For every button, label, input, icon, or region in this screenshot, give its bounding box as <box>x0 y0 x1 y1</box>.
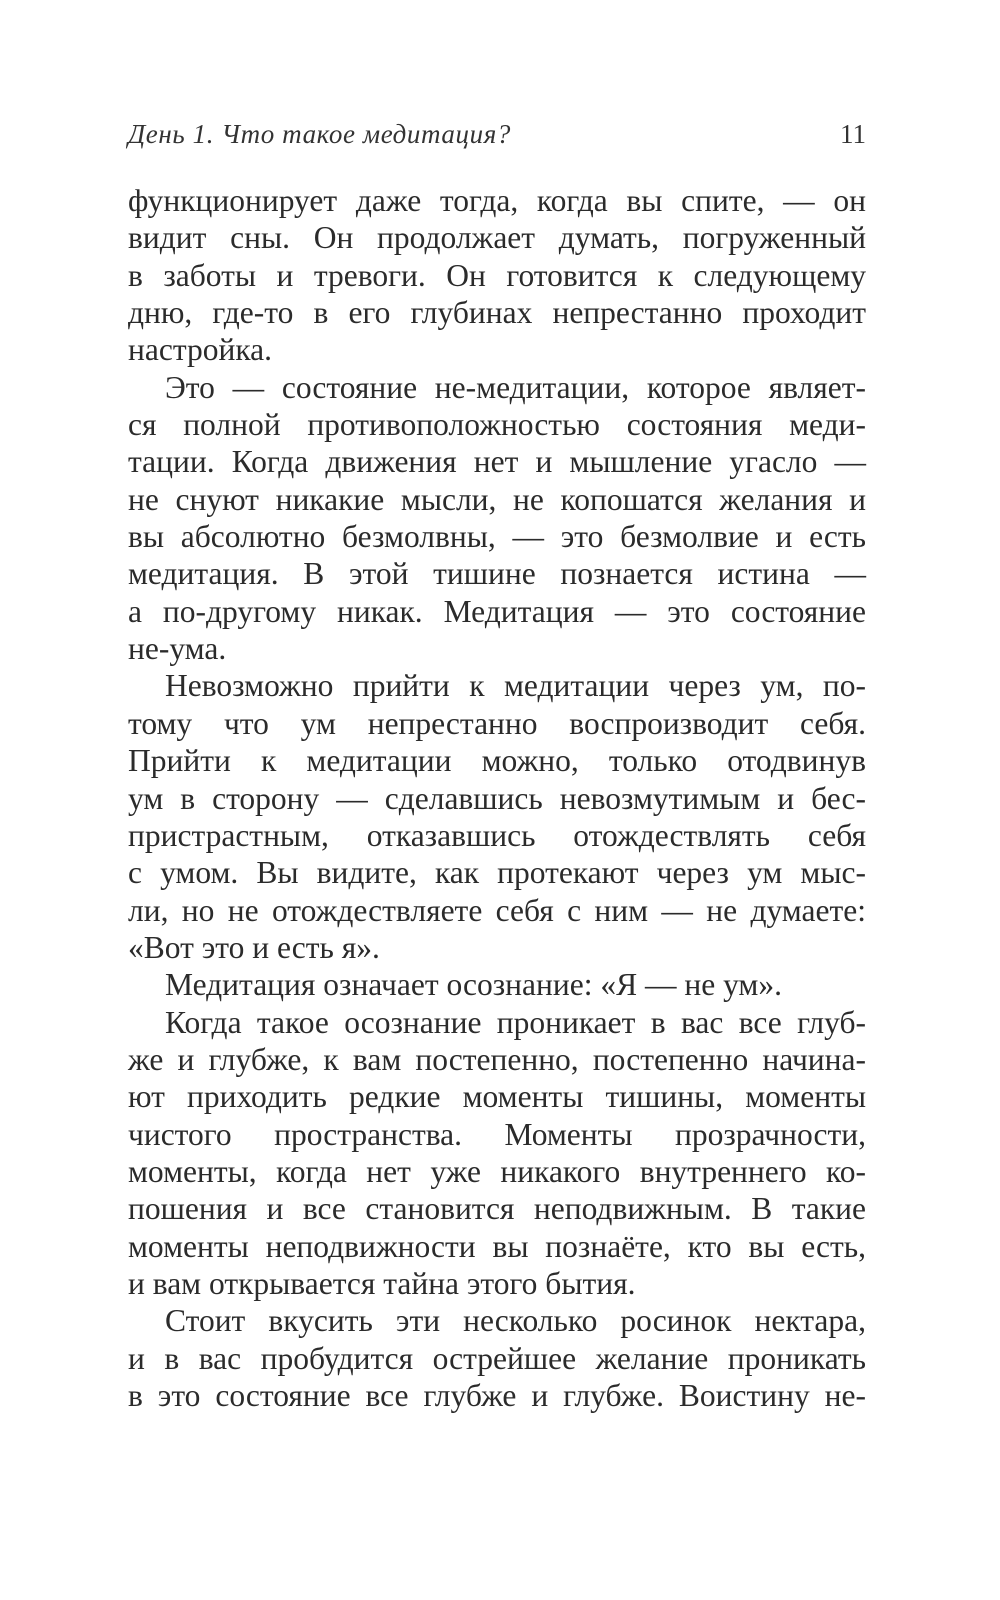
text-line: и в вас пробудится острейшее желание проникать <box>128 1340 866 1376</box>
text-line: не снуют никакие мысли, не копошатся желания и <box>128 481 866 517</box>
body-text <box>128 182 866 1414</box>
text-line: пошения и все становится неподвижным. В такие <box>128 1191 866 1227</box>
chapter-title: День 1. Что такое медитация? <box>128 119 511 149</box>
text-line: «Вот это и есть я». <box>128 929 380 965</box>
text-line: Это — состояние не-медитации, которое являет- <box>165 369 866 405</box>
text-line: Медитация означает осознание: «Я — не ум». <box>165 967 782 1003</box>
text-line: и вам открывается тайна этого бытия. <box>128 1265 636 1301</box>
text-line: дню, где-то в его глубинах непрестанно проходит <box>128 295 866 331</box>
text-line: видит сны. Он продолжает думать, погруженный <box>128 220 866 256</box>
text-line: ся полной противоположностью состояния меди- <box>128 407 866 443</box>
text-line: Когда такое осознание проникает в вас все глуб- <box>165 1004 866 1040</box>
text-line: не-ума. <box>128 631 227 667</box>
text-line: с умом. Вы видите, как протекают через ум мыс- <box>128 855 866 891</box>
text-line: моменты неподвижности вы познаёте, кто вы есть, <box>128 1228 866 1264</box>
text-line: в это состояние все глубже и глубже. Воистину не- <box>128 1378 866 1413</box>
text-line: а по-другому никак. Медитация — это состояние <box>128 593 866 629</box>
text-line: Невозможно прийти к медитации через ум, по- <box>165 668 866 704</box>
text-line: тому что ум непрестанно воспроизводит себя. <box>128 705 866 741</box>
text-line: медитация. В этой тишине познается истина — <box>128 556 866 592</box>
text-line: ли, но не отождествляете себя с ним — не думаете: <box>128 892 866 928</box>
text-line: Стоит вкусить эти несколько росинок нектара, <box>165 1303 866 1339</box>
text-line: функционирует даже тогда, когда вы спите, — он <box>128 183 866 218</box>
text-line: настройка. <box>128 332 273 368</box>
text-line: моменты, когда нет уже никакого внутреннего ко- <box>128 1153 866 1189</box>
text-line: ют приходить редкие моменты тишины, моменты <box>128 1079 866 1115</box>
text-line: тации. Когда движения нет и мышление угасло — <box>128 444 866 480</box>
text-line: вы абсолютно безмолвны, — это безмолвие и есть <box>128 519 866 555</box>
text-line: пристрастным, отказавшись отождествлять себя <box>128 817 866 853</box>
text-line: же и глубже, к вам постепенно, постепенно начина- <box>128 1041 866 1077</box>
page-number: 11 <box>840 119 866 149</box>
text-line: в заботы и тревоги. Он готовится к следующему <box>128 257 866 293</box>
running-head <box>128 114 866 154</box>
text-line: Прийти к медитации можно, только отодвинув <box>128 743 866 779</box>
text-line: чистого пространства. Моменты прозрачности, <box>128 1116 866 1152</box>
text-line: ум в сторону — сделавшись невозмутимым и бес- <box>128 780 866 816</box>
